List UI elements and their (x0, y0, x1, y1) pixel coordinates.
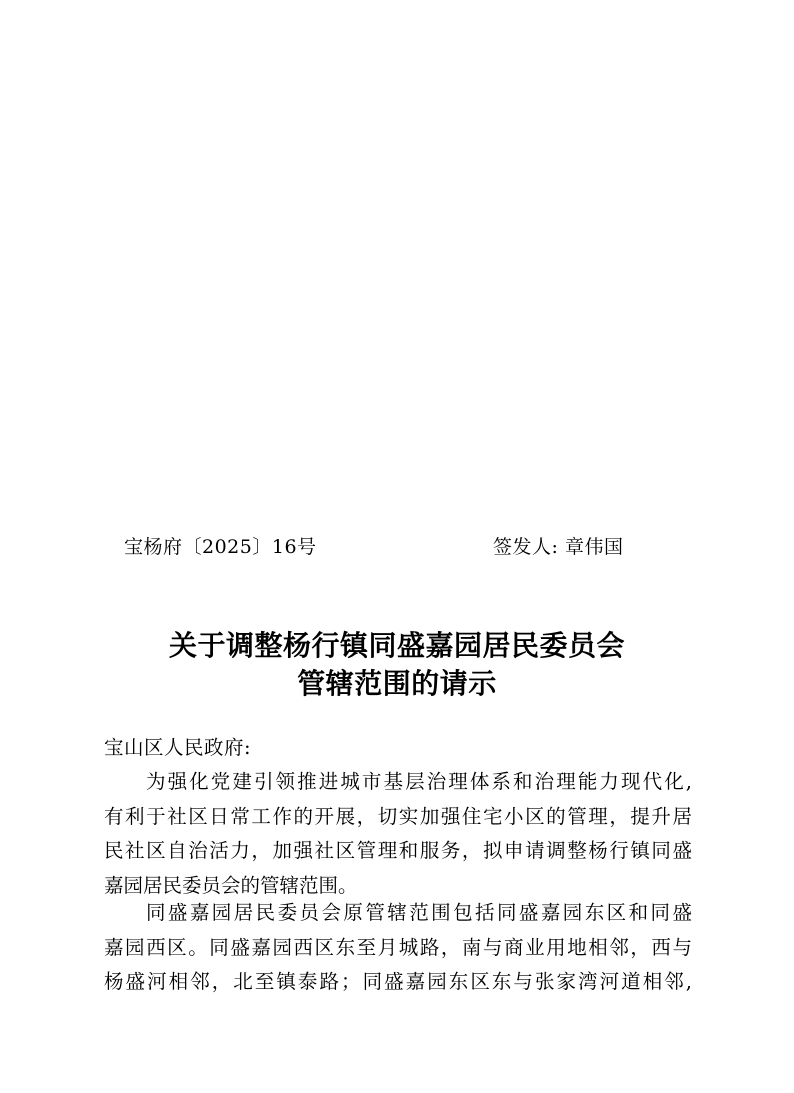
document-title-line-2: 管辖范围的请示 (297, 667, 497, 700)
paragraph-line: 同盛嘉园居民委员会原管辖范围包括同盛嘉园东区和同盛 (146, 901, 692, 924)
paragraph-line: 杨盛河相邻，北至镇泰路；同盛嘉园东区东与张家湾河道相邻, (104, 970, 692, 993)
paragraph-2 (104, 896, 692, 1000)
document-number: 宝杨府〔2025〕16号 (124, 536, 317, 558)
signer-label: 签发人: (493, 536, 559, 558)
paragraph-line: 嘉园居民委员会的管辖范围。 (104, 873, 358, 897)
signer-line (493, 534, 623, 560)
document-title-line-1: 关于调整杨行镇同盛嘉园居民委员会 (168, 629, 625, 662)
paragraph-line: 嘉园西区。同盛嘉园西区东至月城路，南与商业用地相邻，西与 (104, 935, 692, 959)
salutation: 宝山区人民政府: (104, 736, 252, 759)
signer-name: 章伟国 (564, 536, 624, 558)
paragraph-line: 有利于社区日常工作的开展，切实加强住宅小区的管理，提升居 (104, 804, 692, 828)
paragraph-line: 为强化党建引领推进城市基层治理体系和治理能力现代化, (146, 770, 692, 793)
paragraph-line: 民社区自治活力，加强社区管理和服务，拟申请调整杨行镇同盛 (104, 839, 692, 862)
paragraph-1 (104, 765, 692, 903)
